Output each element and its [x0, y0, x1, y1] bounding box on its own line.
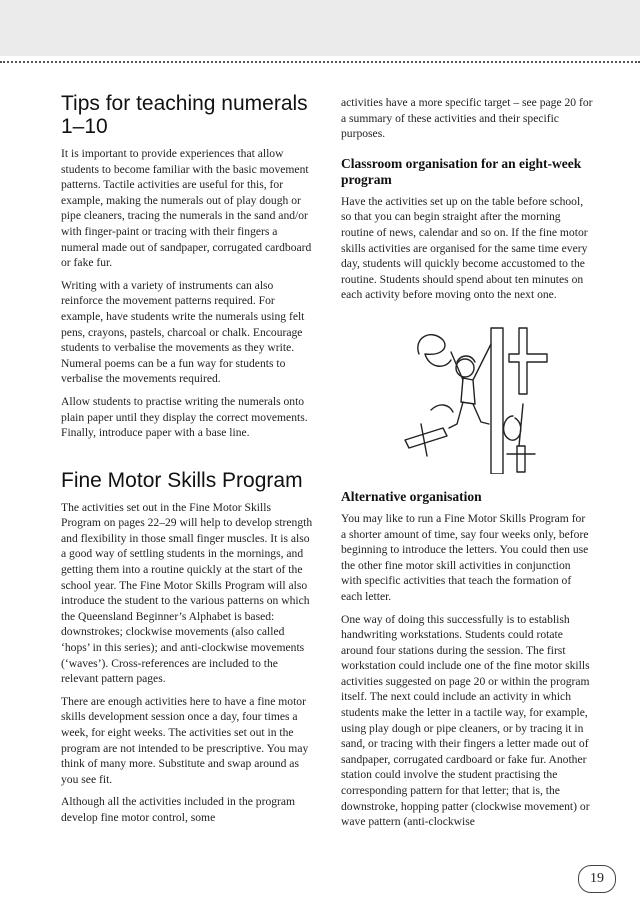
page-number: 19 — [578, 865, 616, 893]
fms-heading: Fine Motor Skills Program — [61, 468, 303, 492]
fms-paragraph-1: The activities set out in the Fine Motor Skills Program on pages 22–29 will help to develop strength and flexibility in those small finger muscles. It is also a good way of settling students in the mornings, and getting them into a routine quickly at the start of the school year. The Fine Motor Skills Program will also introduce the student to the various patterns on which the Queensland Beginner’s Alphabet is based: downstrokes; clockwise movements (also called ‘hops’ in this series); and anti-clockwise movements (‘waves’). Cross-references are included to the relevant pattern pages. — [61, 500, 313, 686]
left-column — [61, 92, 313, 833]
child-climbing-letters-illustration — [391, 324, 561, 474]
tips-paragraph-1: It is important to provide experiences that allow students to become familiar with the basic movement patterns. Tactile activities are useful for this, for example, making the numerals out of play dough or pipe cleaners, tracing the numerals in the sand and/or with finger-paint or tracing with their fingers a numeral made out of sandpaper, corrugated cardboard or fake fur. — [61, 147, 312, 270]
alternative-paragraph-1: You may like to run a Fine Motor Skills Program for a shorter amount of time, say four weeks only, before beginning to introduce the letters. You could then use the other fine motor skill activities in conjunction with specific activities that teach the formation of each letter. — [341, 511, 589, 603]
right-column — [341, 95, 593, 837]
tips-paragraph-2: Writing with a variety of instruments can also reinforce the movement patterns required. For example, have students write the numerals using felt pens, crayons, pastels, charcoal or chalk. Encourage students to verbalise the movements as they write. Numeral poems can be a fun way for students to verbalise the movements required. — [61, 278, 305, 386]
fms-paragraph-2: There are enough activities here to have a fine motor skills development session once a day, four times a week, for eight weeks. The activities set out in the program are not intended to be prescriptive. You may think of many more. Substitute and swap around as you see fit. — [61, 694, 309, 786]
tips-paragraph-3: Allow students to practise writing the numerals onto plain paper until they display the correct movements. Finally, introduce paper with a base line. — [61, 394, 308, 440]
classroom-paragraph: Have the activities set up on the table before school, so that you can begin straight after the morning routine of news, calendar and so on. If the fine motor skills activities are organised for the same time every day, students will quickly become accustomed to the routine. Students should spend about ten minutes on each activity before moving onto the next one. — [341, 194, 588, 302]
continuation-paragraph: activities have a more specific target – see page 20 for a summary of these activities and their specific purposes. — [341, 96, 593, 141]
tips-heading: Tips for teaching numerals 1–10 — [61, 92, 308, 138]
classroom-heading: Classroom organisation for an eight-week program — [341, 155, 582, 187]
fms-paragraph-3: Although all the activities included in the program develop fine motor control, some — [61, 795, 296, 824]
dotted-divider — [0, 61, 640, 63]
header-band — [0, 0, 640, 56]
alternative-heading: Alternative organisation — [341, 488, 482, 504]
alternative-paragraph-2: One way of doing this successfully is to establish handwriting workstations. Students could rotate around four stations during the session. The first workstation could include one of the fine motor skills activities suggested on page 20 or within the program itself. The next could include an activity in which students make the letter in a tactile way, for example, using play dough or pipe cleaners, or by tracing it in sand, or tracing with their fingers a letter made out of sandpaper, corrugated cardboard or fake fur. Another station could involve the student practising the corresponding pattern for that letter; that is, the downstroke, hopping patter (clockwise movement) or wave pattern (anti-clockwise — [341, 612, 590, 829]
